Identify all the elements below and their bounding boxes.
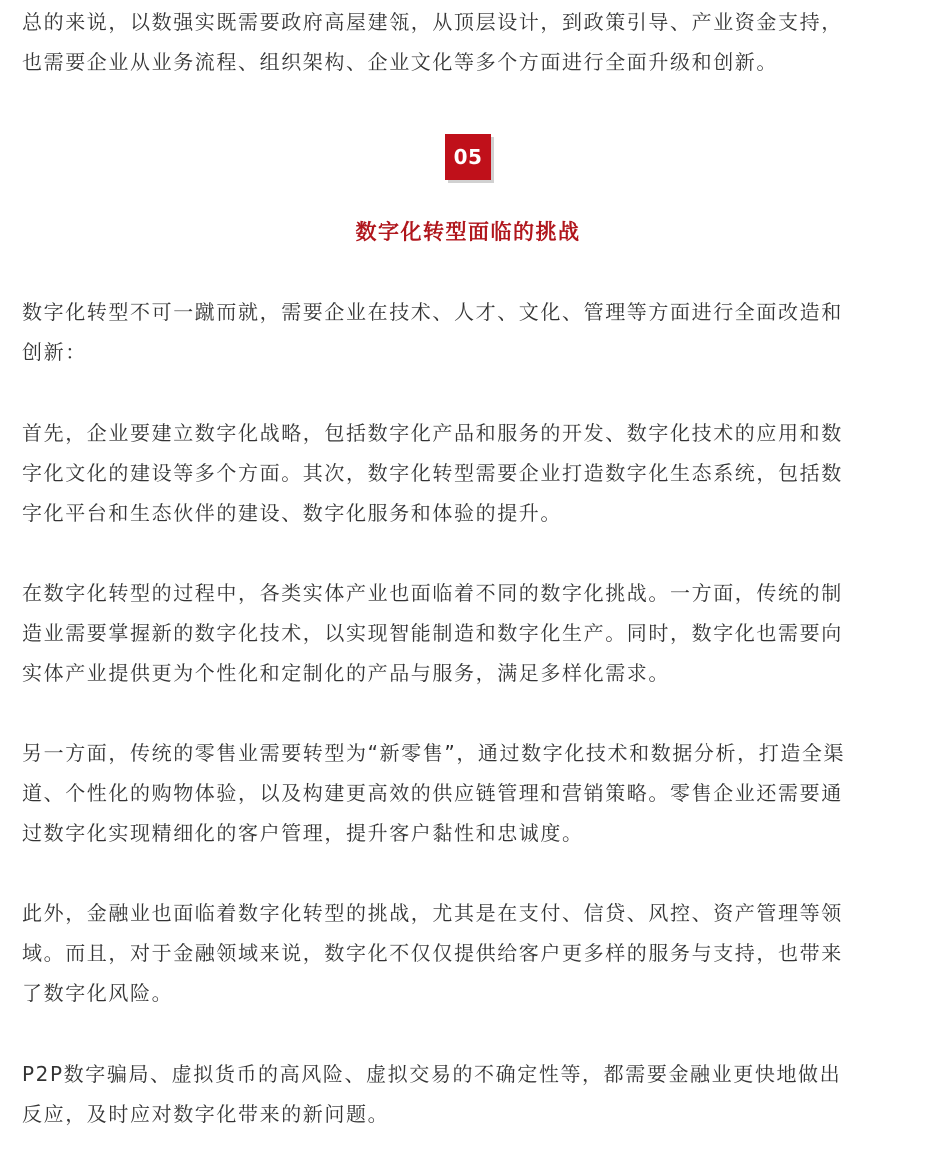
section-title: 数字化转型面临的挑战 (355, 220, 581, 244)
text-line: 另一方面，传统的零售业需要转型为“新零售”，通过数字化技术和数据分析，打造全渠 (22, 741, 846, 765)
text-line: 也需要企业从业务流程、组织架构、企业文化等多个方面进行全面升级和创新。 (22, 50, 778, 74)
section-number-badge: 05 (445, 134, 491, 180)
section-number-wrap (0, 134, 936, 180)
text-line: 数字化转型不可一蹴而就，需要企业在技术、人才、文化、管理等方面进行全面改造和 (22, 300, 843, 324)
text-line: 实体产业提供更为个性化和定制化的产品与服务，满足多样化需求。 (22, 661, 670, 685)
paragraph-1 (22, 292, 914, 372)
text-line: 了数字化风险。 (22, 981, 174, 1005)
text-line: 总的来说，以数强实既需要政府高屋建瓴，从顶层设计，到政策引导、产业资金支持， (22, 10, 843, 34)
text-line: 在数字化转型的过程中，各类实体产业也面临着不同的数字化挑战。一方面，传统的制 (22, 581, 843, 605)
text-line: 造业需要掌握新的数字化技术，以实现智能制造和数字化生产。同时，数字化也需要向 (22, 621, 843, 645)
paragraph-4 (22, 733, 914, 853)
paragraph-6 (22, 1054, 914, 1134)
text-line: 首先，企业要建立数字化战略，包括数字化产品和服务的开发、数字化技术的应用和数 (22, 421, 843, 445)
text-line: 过数字化实现精细化的客户管理，提升客户黏性和忠诚度。 (22, 821, 584, 845)
text-line: 字化平台和生态伙伴的建设、数字化服务和体验的提升。 (22, 501, 562, 525)
intro-paragraph (22, 2, 914, 82)
paragraph-3 (22, 573, 914, 693)
text-line: 反应，及时应对数字化带来的新问题。 (22, 1102, 390, 1126)
text-line: 字化文化的建设等多个方面。其次，数字化转型需要企业打造数字化生态系统，包括数 (22, 461, 843, 485)
text-line: 创新： (22, 340, 87, 364)
text-line: P2P数字骗局、虚拟货币的高风险、虚拟交易的不确定性等，都需要金融业更快地做出 (22, 1062, 842, 1086)
paragraph-2 (22, 413, 914, 533)
text-line: 此外，金融业也面临着数字化转型的挑战，尤其是在支付、信贷、风控、资产管理等领 (22, 901, 843, 925)
text-line: 域。而且，对于金融领域来说，数字化不仅仅提供给客户更多样的服务与支持，也带来 (22, 941, 843, 965)
text-line: 道、个性化的购物体验，以及构建更高效的供应链管理和营销策略。零售企业还需要通 (22, 781, 843, 805)
paragraph-5 (22, 893, 914, 1013)
